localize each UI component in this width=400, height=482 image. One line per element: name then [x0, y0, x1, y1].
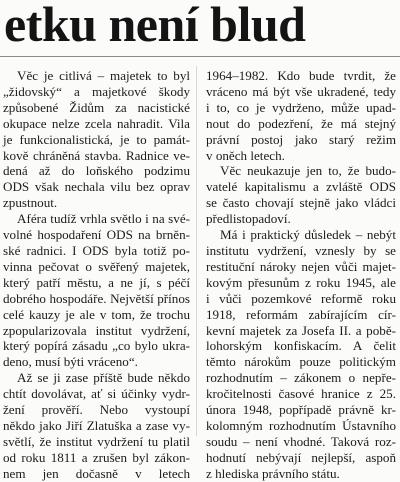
text-line: Až se ji zase příště bude někdo	[17, 370, 190, 386]
text-line: „židovský“ a majetkové škody	[3, 83, 190, 99]
text-line: nout do podezření, že má stejný	[206, 115, 396, 131]
text-line: rozhodnutím – zákonem o nepře-	[206, 370, 396, 386]
text-line: hodnutí nebývají nejlepší, aspoň	[206, 449, 396, 465]
text-line: volné hospodaření ODS na brněn-	[3, 227, 190, 243]
text-line: 1918, reformám zabírajícím cír-	[206, 306, 396, 322]
text-line: v oněch letech.	[206, 147, 285, 163]
text-line: způsobené Židům za nacistické	[3, 99, 190, 115]
text-line: soudu – není vhodné. Taková roz-	[206, 433, 396, 449]
text-line: nem jen dočasně v letech	[3, 465, 190, 481]
text-line: zpustnout.	[3, 195, 58, 211]
text-line: je funkcionalistická, je to památ-	[3, 131, 190, 147]
text-line: i to, co je vydrženo, může upad-	[206, 99, 396, 115]
text-line: žení prověří. Nebo vystoupí	[3, 402, 190, 418]
text-line: kolomným rozhodnutím Ústavního	[206, 417, 396, 433]
text-line: z hlediska právního státu.	[206, 465, 340, 481]
text-line: Věc je citlivá – majetek to byl	[17, 68, 190, 83]
text-line: který patří městu, a ne jí, s péčí	[3, 274, 190, 290]
text-line: i vůči pozemkové reformě roku	[206, 290, 396, 306]
text-line: Má i praktický důsledek – nebýt	[220, 227, 396, 243]
text-line: Věc neukazuje jen to, že budo-	[220, 163, 396, 179]
text-line: deno, musí býti vráceno“.	[3, 354, 138, 370]
text-line: restituční nároky nejen vůči majet-	[206, 258, 396, 274]
text-line: právní postoj jako starý režim	[206, 131, 396, 147]
text-line: dená až do loňského podzimu	[3, 163, 190, 179]
text-line: vatelé kapitalismu a zvláště ODS	[206, 179, 396, 195]
text-line: února 1948, popřípadě právně kr-	[206, 402, 396, 418]
text-line: někdo jako Jiří Zlatuška a zase vy-	[3, 417, 190, 433]
text-line: kročitelnosti časové hranice z 25.	[206, 386, 396, 402]
text-line: který popírá zásadu „co bylo ukra-	[3, 338, 190, 354]
text-line: se často chovají stejně jako vládci	[206, 195, 396, 211]
text-line: kově chráněná stavba. Radnice ve-	[3, 147, 190, 163]
article-column-left	[3, 68, 190, 482]
text-line: od roku 1811 a zrušen byl zákon-	[3, 449, 190, 465]
text-line: předlistopadoví.	[206, 211, 291, 227]
text-line: ODS však nechala vilu bez oprav	[3, 179, 190, 195]
text-line: kevní majetek za Josefa II. a pobě-	[206, 322, 396, 338]
headline: etku není blud	[4, 0, 306, 52]
text-line: lohorským konfiskacím. A čelit	[206, 338, 396, 354]
text-line: 1964–1982. Kdo bude tvrdit, že	[206, 68, 396, 83]
article-column-right	[206, 68, 396, 482]
text-line: světlí, že institut vydržení tu platil	[3, 433, 190, 449]
text-line: celé kauzy je ale v tom, že trochu	[3, 306, 190, 322]
text-line: vinna pečovat o svěřený majetek,	[3, 258, 190, 274]
text-line: zpopularizovala institut vydržení,	[3, 322, 190, 338]
column-divider	[196, 66, 197, 436]
headline-rule	[0, 56, 400, 57]
text-line: Aféra tudíž vrhla světlo i na své-	[17, 211, 190, 227]
text-line: těmto nárokům pouze politickým	[206, 354, 396, 370]
text-line: dobrého hospodáře. Největší přínos	[3, 290, 190, 306]
text-line: ské radnici. I ODS byla totiž po-	[3, 242, 190, 258]
text-line: vráceno má být vše ukradené, tedy	[206, 83, 396, 99]
text-line: okupace nelze zcela nahradit. Vila	[3, 115, 190, 131]
text-line: chtít dovolávat, ať si účinky vydr-	[3, 386, 190, 402]
text-line: kovým přesunům z roku 1945, ale	[206, 274, 396, 290]
text-line: institutu vydržení, vznesly by se	[206, 242, 396, 258]
